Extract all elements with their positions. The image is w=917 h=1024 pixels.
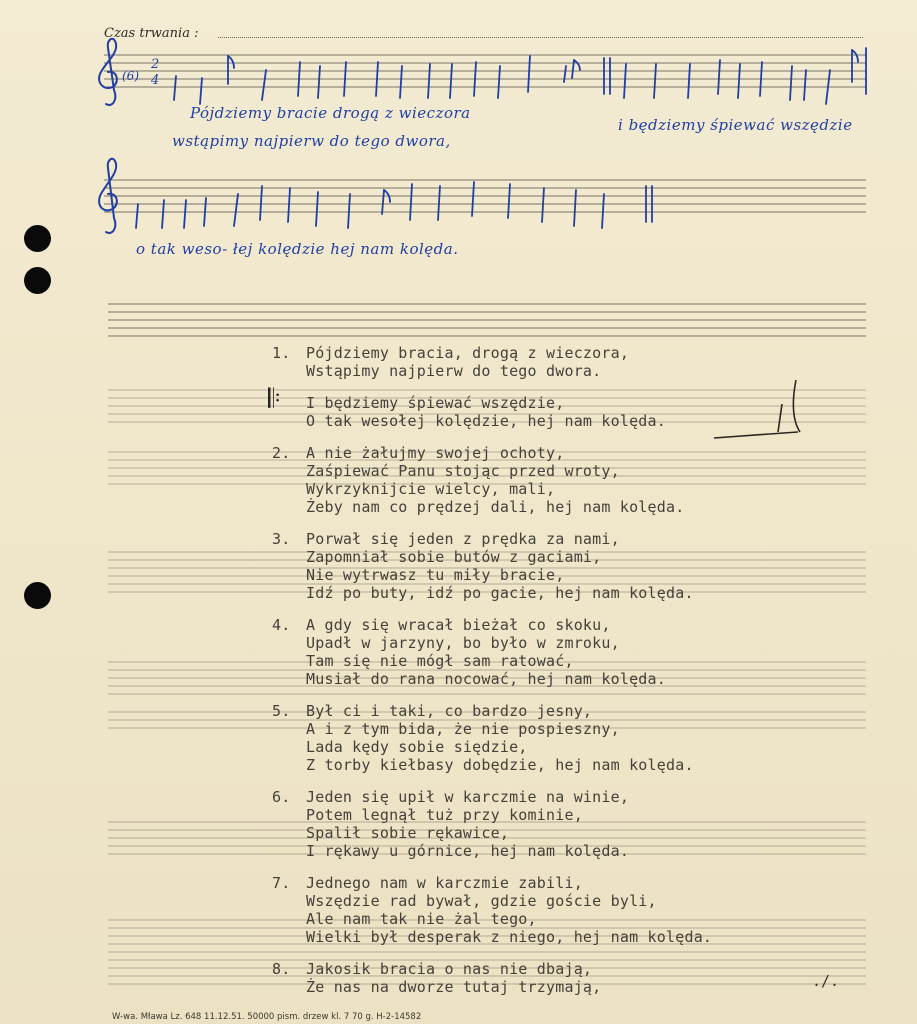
lyric-line: Był ci i taki, co bardzo jesny, (306, 702, 593, 720)
key-mark: (6) (122, 69, 139, 83)
lyric-line: Że nas na dworze tutaj trzymają, (306, 978, 602, 996)
handwritten-lyric-line-4: o tak weso- łej kolędzie hej nam kolęda. (136, 240, 459, 258)
lyric-line: Pójdziemy bracia, drogą z wieczora, (306, 344, 630, 362)
lyric-line: I będziemy śpiewać wszędzie, (306, 394, 565, 412)
lyric-line: Nie wytrwasz tu miły bracie, (306, 566, 565, 584)
staff-3 (108, 304, 866, 336)
lyric-line: Potem legnął tuż przy kominie, (306, 806, 583, 824)
stanza-number: 8. (272, 960, 291, 978)
lyric-line: Porwał się jeden z prędka za nami, (306, 530, 620, 548)
stanza (272, 344, 872, 380)
staff-2 (104, 180, 866, 212)
notes-staff-2 (136, 182, 652, 228)
lyric-line: Wielki był desperak z niego, hej nam kolęda. (306, 928, 713, 946)
lyric-line: Upadł w jarzyny, bo było w zmroku, (306, 634, 620, 652)
lyric-line: Żeby nam co prędzej dali, hej nam kolęda. (306, 498, 685, 516)
stanza (272, 960, 872, 996)
refrain (268, 384, 872, 430)
lyric-line: Lada kędy sobie siędzie, (306, 738, 528, 756)
duration-label: Czas trwania : (104, 26, 199, 41)
lyric-line: A i z tym bida, że nie pospieszny, (306, 720, 620, 738)
stanza-number: 2. (272, 444, 291, 462)
lyric-line: Wstąpimy najpierw do tego dwora. (306, 362, 602, 380)
lyric-line: Ale nam tak nie żal tego, (306, 910, 537, 928)
lyric-line: Jeden się upił w karczmie na winie, (306, 788, 630, 806)
staff-1 (104, 55, 866, 87)
lyric-line: I rękawy u górnice, hej nam kolęda. (306, 842, 630, 860)
stanza-number: 3. (272, 530, 291, 548)
lyric-line: Wykrzyknijcie wielcy, mali, (306, 480, 556, 498)
lyric-line: Jednego nam w karczmie zabili, (306, 874, 583, 892)
refrain-mark: 𝄆 (268, 384, 281, 414)
typed-lyrics (268, 344, 872, 1010)
printer-imprint: W-wa. Mława Lz. 648 11.12.51. 50000 pism. drzew kl. 7 70 g. H-2-14582 (112, 1012, 422, 1022)
lyric-line: Tam się nie mógł sam ratować, (306, 652, 574, 670)
time-signature-top: 2 (151, 57, 160, 72)
handwritten-lyric-line-1: Pójdziemy bracie drogą z wieczora (190, 104, 471, 122)
stanza (272, 702, 872, 774)
lyric-line: Spalił sobie rękawice, (306, 824, 510, 842)
lyric-line: Zapomniał sobie butów z gaciami, (306, 548, 602, 566)
time-signature-bottom: 4 (151, 73, 160, 88)
lyric-line: Zaśpiewać Panu stojąc przed wroty, (306, 462, 620, 480)
stanza-number: 1. (272, 344, 291, 362)
stanza-number: 5. (272, 702, 291, 720)
continuation-mark: ./. (812, 972, 840, 990)
lyric-line: A gdy się wracał bieżał co skoku, (306, 616, 611, 634)
lyric-line: Idź po buty, idź po gacie, hej nam kolęda. (306, 584, 694, 602)
stanza-number: 7. (272, 874, 291, 892)
treble-clef-icon (99, 39, 117, 105)
notes-staff-1 (174, 48, 866, 104)
lyric-line: Jakosik bracia o nas nie dbają, (306, 960, 593, 978)
stanza-number: 4. (272, 616, 291, 634)
stanza (272, 616, 872, 688)
lyric-line: A nie żałujmy swojej ochoty, (306, 444, 565, 462)
lyric-line: O tak wesołej kolędzie, hej nam kolęda. (306, 412, 666, 430)
stanza (272, 874, 872, 946)
handwritten-lyric-line-2: i będziemy śpiewać wszędzie (618, 116, 853, 134)
stanza-number: 6. (272, 788, 291, 806)
stanza (272, 788, 872, 860)
lyric-line: Musiał do rana nocować, hej nam kolęda. (306, 670, 666, 688)
handwritten-lyric-line-3: wstąpimy najpierw do tego dwora, (172, 132, 451, 150)
stanza (272, 444, 872, 516)
lyric-line: Z torby kiełbasy dobędzie, hej nam kolęda. (306, 756, 694, 774)
lyric-line: Wszędzie rad bywał, gdzie goście byli, (306, 892, 657, 910)
stanza (272, 530, 872, 602)
